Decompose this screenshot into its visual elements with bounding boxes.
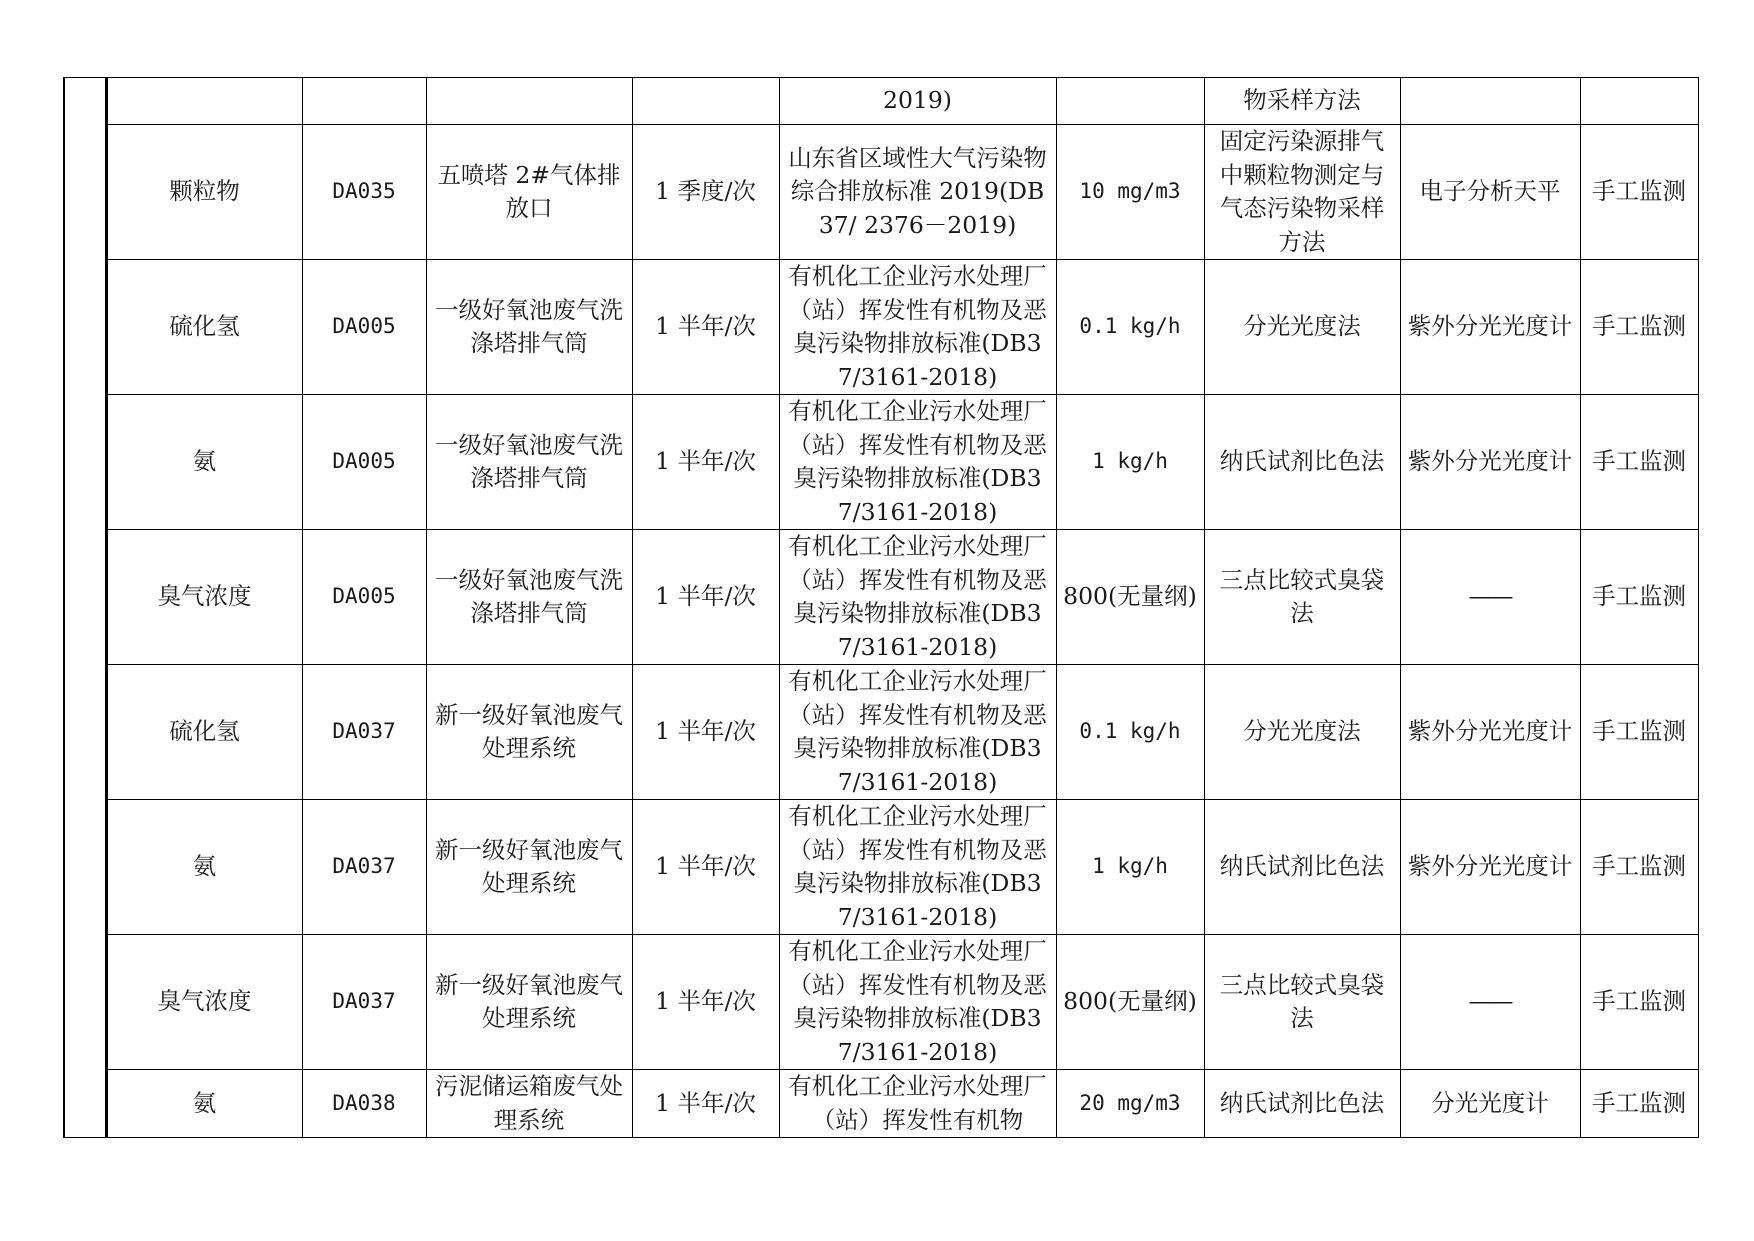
method-cell: 三点比较式臭袋法 <box>1204 530 1400 665</box>
frequency-cell: 1 半年/次 <box>632 1070 779 1138</box>
instrument-cell: 电子分析天平 <box>1400 125 1580 260</box>
table-row <box>64 260 1698 395</box>
table-row <box>64 395 1698 530</box>
table-row <box>64 935 1698 1070</box>
instrument-cell: 紫外分光光度计 <box>1400 665 1580 800</box>
frequency-cell: 1 半年/次 <box>632 530 779 665</box>
frequency-cell: 1 半年/次 <box>632 935 779 1070</box>
outlet-name-cell: 新一级好氧池废气处理系统 <box>426 935 632 1070</box>
table-row <box>64 800 1698 935</box>
monitoring-cell: 手工监测 <box>1580 530 1698 665</box>
instrument-cell: 分光光度计 <box>1400 1070 1580 1138</box>
table-row <box>64 665 1698 800</box>
standard-cell: 有机化工企业污水处理厂（站）挥发性有机物及恶臭污染物排放标准(DB37/3161-2018) <box>779 665 1056 800</box>
outlet-code-cell: DA037 <box>302 800 426 935</box>
method-cell: 纳氏试剂比色法 <box>1204 395 1400 530</box>
frequency-cell: 1 半年/次 <box>632 665 779 800</box>
standard-cell: 有机化工企业污水处理厂（站）挥发性有机物及恶臭污染物排放标准(DB37/3161-2018) <box>779 530 1056 665</box>
pollutant-cell: 氨 <box>106 800 302 935</box>
pollutant-cell: 氨 <box>106 1070 302 1138</box>
instrument-cell: —— <box>1400 530 1580 665</box>
monitoring-cell: 手工监测 <box>1580 125 1698 260</box>
limit-cell: 0.1 kg/h <box>1056 665 1204 800</box>
limit-cell <box>1056 78 1204 125</box>
limit-cell: 20 mg/m3 <box>1056 1070 1204 1138</box>
outlet-code-cell <box>302 78 426 125</box>
table-row <box>64 1070 1698 1138</box>
method-cell: 纳氏试剂比色法 <box>1204 800 1400 935</box>
monitoring-cell: 手工监测 <box>1580 935 1698 1070</box>
method-cell: 分光光度法 <box>1204 665 1400 800</box>
limit-cell: 800(无量纲) <box>1056 935 1204 1070</box>
method-cell: 分光光度法 <box>1204 260 1400 395</box>
instrument-cell: 紫外分光光度计 <box>1400 800 1580 935</box>
frequency-cell: 1 季度/次 <box>632 125 779 260</box>
method-cell: 三点比较式臭袋法 <box>1204 935 1400 1070</box>
category-cell <box>64 78 106 1138</box>
outlet-code-cell: DA005 <box>302 260 426 395</box>
standard-cell: 有机化工企业污水处理厂（站）挥发性有机物及恶臭污染物排放标准(DB37/3161-2018) <box>779 395 1056 530</box>
pollutant-cell: 硫化氢 <box>106 665 302 800</box>
outlet-code-cell: DA005 <box>302 395 426 530</box>
limit-cell: 10 mg/m3 <box>1056 125 1204 260</box>
outlet-code-cell: DA005 <box>302 530 426 665</box>
pollutant-cell: 颗粒物 <box>106 125 302 260</box>
outlet-name-cell: 污泥储运箱废气处理系统 <box>426 1070 632 1138</box>
standard-cell: 有机化工企业污水处理厂（站）挥发性有机物 <box>779 1070 1056 1138</box>
monitoring-cell: 手工监测 <box>1580 260 1698 395</box>
limit-cell: 1 kg/h <box>1056 395 1204 530</box>
outlet-code-cell: DA038 <box>302 1070 426 1138</box>
pollutant-cell <box>106 78 302 125</box>
monitoring-cell: 手工监测 <box>1580 395 1698 530</box>
pollutant-cell: 臭气浓度 <box>106 530 302 665</box>
frequency-cell: 1 半年/次 <box>632 395 779 530</box>
monitoring-cell: 手工监测 <box>1580 1070 1698 1138</box>
outlet-name-cell: 新一级好氧池废气处理系统 <box>426 800 632 935</box>
pollutant-cell: 硫化氢 <box>106 260 302 395</box>
table-row <box>64 530 1698 665</box>
outlet-name-cell: 一级好氧池废气洗涤塔排气筒 <box>426 530 632 665</box>
instrument-cell: 紫外分光光度计 <box>1400 395 1580 530</box>
standard-cell: 2019) <box>779 78 1056 125</box>
monitoring-table <box>63 77 1699 1138</box>
frequency-cell: 1 半年/次 <box>632 260 779 395</box>
table-row <box>64 78 1698 125</box>
pollutant-cell: 臭气浓度 <box>106 935 302 1070</box>
instrument-cell: 紫外分光光度计 <box>1400 260 1580 395</box>
frequency-cell <box>632 78 779 125</box>
outlet-name-cell: 新一级好氧池废气处理系统 <box>426 665 632 800</box>
outlet-code-cell: DA037 <box>302 935 426 1070</box>
limit-cell: 1 kg/h <box>1056 800 1204 935</box>
limit-cell: 0.1 kg/h <box>1056 260 1204 395</box>
limit-cell: 800(无量纲) <box>1056 530 1204 665</box>
standard-cell: 有机化工企业污水处理厂（站）挥发性有机物及恶臭污染物排放标准(DB37/3161-2018) <box>779 260 1056 395</box>
table-row <box>64 125 1698 260</box>
outlet-name-cell: 一级好氧池废气洗涤塔排气筒 <box>426 395 632 530</box>
outlet-name-cell <box>426 78 632 125</box>
pollutant-cell: 氨 <box>106 395 302 530</box>
standard-cell: 有机化工企业污水处理厂（站）挥发性有机物及恶臭污染物排放标准(DB37/3161-2018) <box>779 935 1056 1070</box>
method-cell: 固定污染源排气中颗粒物测定与气态污染物采样方法 <box>1204 125 1400 260</box>
outlet-name-cell: 一级好氧池废气洗涤塔排气筒 <box>426 260 632 395</box>
instrument-cell: —— <box>1400 935 1580 1070</box>
standard-cell: 山东省区域性大气污染物综合排放标准 2019(DB37/ 2376－2019) <box>779 125 1056 260</box>
outlet-name-cell: 五喷塔 2#气体排放口 <box>426 125 632 260</box>
outlet-code-cell: DA037 <box>302 665 426 800</box>
monitoring-cell: 手工监测 <box>1580 800 1698 935</box>
monitoring-cell <box>1580 78 1698 125</box>
monitoring-cell: 手工监测 <box>1580 665 1698 800</box>
frequency-cell: 1 半年/次 <box>632 800 779 935</box>
standard-cell: 有机化工企业污水处理厂（站）挥发性有机物及恶臭污染物排放标准(DB37/3161-2018) <box>779 800 1056 935</box>
method-cell: 纳氏试剂比色法 <box>1204 1070 1400 1138</box>
method-cell: 物采样方法 <box>1204 78 1400 125</box>
outlet-code-cell: DA035 <box>302 125 426 260</box>
instrument-cell <box>1400 78 1580 125</box>
